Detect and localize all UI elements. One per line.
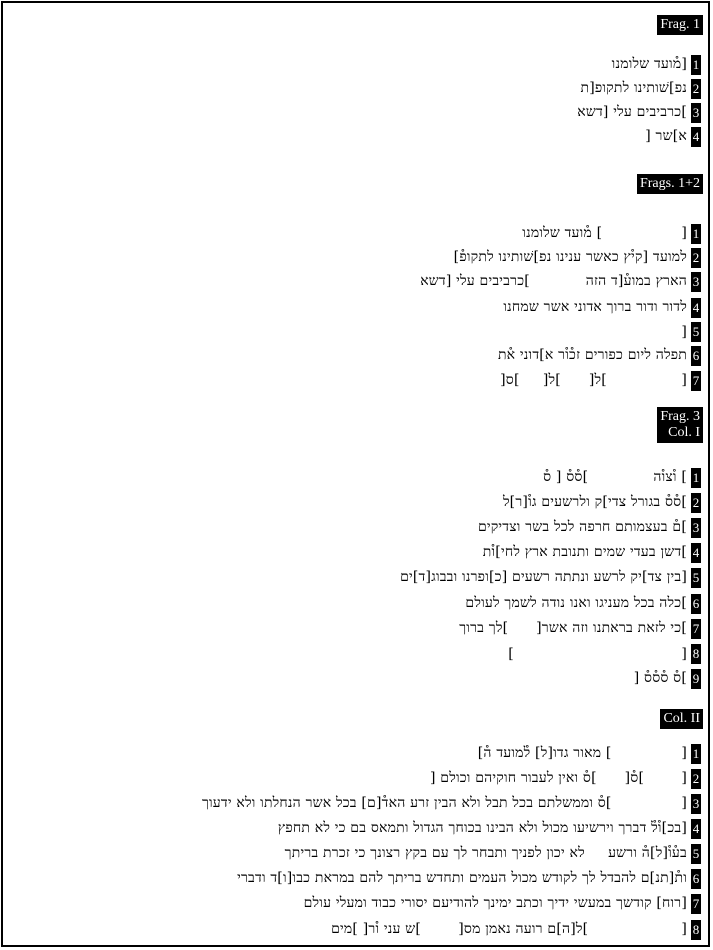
transcription-line: [500, 369, 701, 392]
section-label-frag-3-col-1: [657, 407, 703, 443]
line-text: נפ]שׁותינו לתקופ[ת: [580, 80, 687, 96]
section-label-frag-1: [657, 15, 703, 35]
section-label-line: Col. II: [663, 711, 700, 726]
transcription-line: [681, 320, 701, 343]
line-text: הארץ במוע֯[ד הזה ]כרביבים עלי [דשא: [420, 273, 687, 289]
transcription-line: [478, 516, 701, 539]
line-number: 1: [691, 224, 701, 244]
transcription-line: [508, 642, 701, 665]
line-text: [ ] מ֯ועד שלומנו: [522, 225, 687, 241]
line-number: 3: [691, 103, 701, 123]
line-text: ]כלה בכל מעניגו ואנו נודה לשמך לעולם: [465, 595, 687, 611]
line-text: א]שר [: [645, 128, 687, 144]
transcription-line: [612, 53, 701, 76]
line-number: 6: [691, 869, 701, 889]
line-text: [ ]ל[ ]ל[ ]ס[: [500, 372, 687, 388]
line-text: בע֯ו֯[ל]ה֯ ורשע לא יכון לפניך ותבחר לך עם בקץ רצונך כי זכרת בריתך: [284, 845, 687, 861]
section-label-line: Col. I: [668, 425, 700, 440]
transcription-line: [483, 541, 701, 564]
transcription-line: [580, 77, 701, 100]
line-number: 3: [691, 518, 701, 538]
line-text: [בין צד]יק לרשע ונתתה רשעים [כ]ופרנו ובבוג[ד]ים: [400, 569, 687, 585]
section-label-line: Frags. 1+2: [639, 176, 700, 191]
line-text: [מ֯ועד שלומנו: [611, 56, 687, 72]
line-number: 2: [691, 769, 701, 789]
section-label-frags-1-2: [637, 174, 703, 194]
transcription-line: [522, 222, 701, 245]
transcription-line: [634, 667, 701, 690]
line-number: 4: [691, 298, 701, 318]
transcription-line: [459, 617, 701, 640]
transcription-line: [503, 296, 701, 319]
line-number: 5: [691, 844, 701, 864]
line-number: 2: [691, 248, 701, 268]
line-text: [ ] מאור גדו[ל] ל֯מועד ה֯]: [477, 745, 687, 761]
line-text: ] ו֯צו֯ה ]ס֯ס֯ [ ס֯: [543, 469, 687, 485]
line-number: 7: [691, 371, 701, 391]
line-text: [בכ]ו֯ל֯ דברך וירשיעו מכול ולא הבינו בכוחך הגדול ותמאס בם כי לא תחפץ: [277, 820, 687, 836]
line-number: 4: [691, 127, 701, 147]
line-number: 5: [691, 322, 701, 342]
line-number: 4: [691, 819, 701, 839]
transcription-line: [478, 742, 701, 765]
line-text: ]: [681, 323, 687, 340]
transcription-line: [331, 918, 701, 941]
line-text: [ ]: [508, 645, 687, 662]
line-number: 1: [691, 468, 701, 488]
line-number: 3: [691, 272, 701, 292]
line-text: למועד [קי֯ץ כאשר ענינו נפ]שׁותינו לתקופ֯]: [453, 249, 687, 265]
line-text: ]כרביבים עלי [דשא: [577, 104, 687, 120]
line-text: [רוח] קודשך במעשי ידיך וכתב ימינך להודיעם יסורי כבוד ומעלי עולם: [303, 895, 687, 911]
line-number: 8: [691, 920, 701, 940]
line-number: 6: [691, 594, 701, 614]
transcription-line: [420, 270, 701, 293]
line-number: 9: [691, 669, 701, 689]
line-text: [ ]ס֯[ ]ס֯ ואין לעבור חוקיהם וכולם [: [429, 770, 687, 786]
line-number: 1: [691, 744, 701, 764]
line-text: ]ס֯ס֯ בגורל צדי]ק ולרשעים גו֯[ר]ל: [502, 494, 687, 510]
line-number: 8: [691, 644, 701, 664]
line-number: 5: [691, 568, 701, 588]
transcription-line: [543, 466, 701, 489]
line-number: 2: [691, 79, 701, 99]
line-number: 3: [691, 794, 701, 814]
section-label-line: Frag. 1: [660, 17, 700, 32]
transcription-line: [278, 817, 701, 840]
line-number: 2: [691, 493, 701, 513]
line-number: 4: [691, 543, 701, 563]
transcription-line: [645, 125, 701, 148]
line-text: [ ]ס֯ וממשלתם בכל תבל ולא הבין זרע האד֯[ם] בכל אשר הנחלתו ולא ידעוך: [201, 795, 687, 811]
transcription-line: [430, 767, 701, 790]
transcription-line: [577, 101, 701, 124]
line-text: ]כי לזאת בראתנו וזה אשר[ ]לך ברוך: [459, 620, 687, 636]
line-text: תפלה ליום כפורים זכ֯ו֯ר א]דוני א֯ת: [497, 347, 687, 363]
line-text: ות֯[תנ]ם להבדל לך לקודש מכול העמים ותחדש בריתך להם במראת כבו[ו]ד ודברי: [237, 870, 687, 886]
line-number: 7: [691, 894, 701, 914]
transcription-line: [285, 842, 701, 865]
transcription-line: [465, 592, 701, 615]
line-number: 6: [691, 346, 701, 366]
line-text: לדור ודור ברוך אדוני אשר שמחנו: [503, 299, 687, 315]
section-label-line: Frag. 3: [660, 409, 700, 424]
line-number: 7: [691, 619, 701, 639]
line-text: ]ם֯ בעצמותם חרפה לכל בשר וצדיקים: [477, 519, 687, 535]
transcription-line: [498, 344, 701, 367]
transcription-line: [202, 792, 701, 815]
line-text: [ ]ל[ה]ם רועה נאמן מס[ ]ש עני ו֯ר[ ]מים: [331, 921, 687, 937]
transcription-line: [503, 491, 701, 514]
line-text: ]דשן בעדי שמים ותנובת ארץ לחי]ו֯ת: [482, 544, 687, 560]
transcription-line: [454, 246, 701, 269]
transcription-line: [304, 892, 701, 915]
line-number: 1: [691, 55, 701, 75]
section-label-col-2: [660, 709, 703, 729]
transcription-line: [237, 867, 701, 890]
transcription-line: [400, 566, 701, 589]
line-text: ]ס֯ ס֯ס֯ס֯ [: [633, 670, 687, 686]
